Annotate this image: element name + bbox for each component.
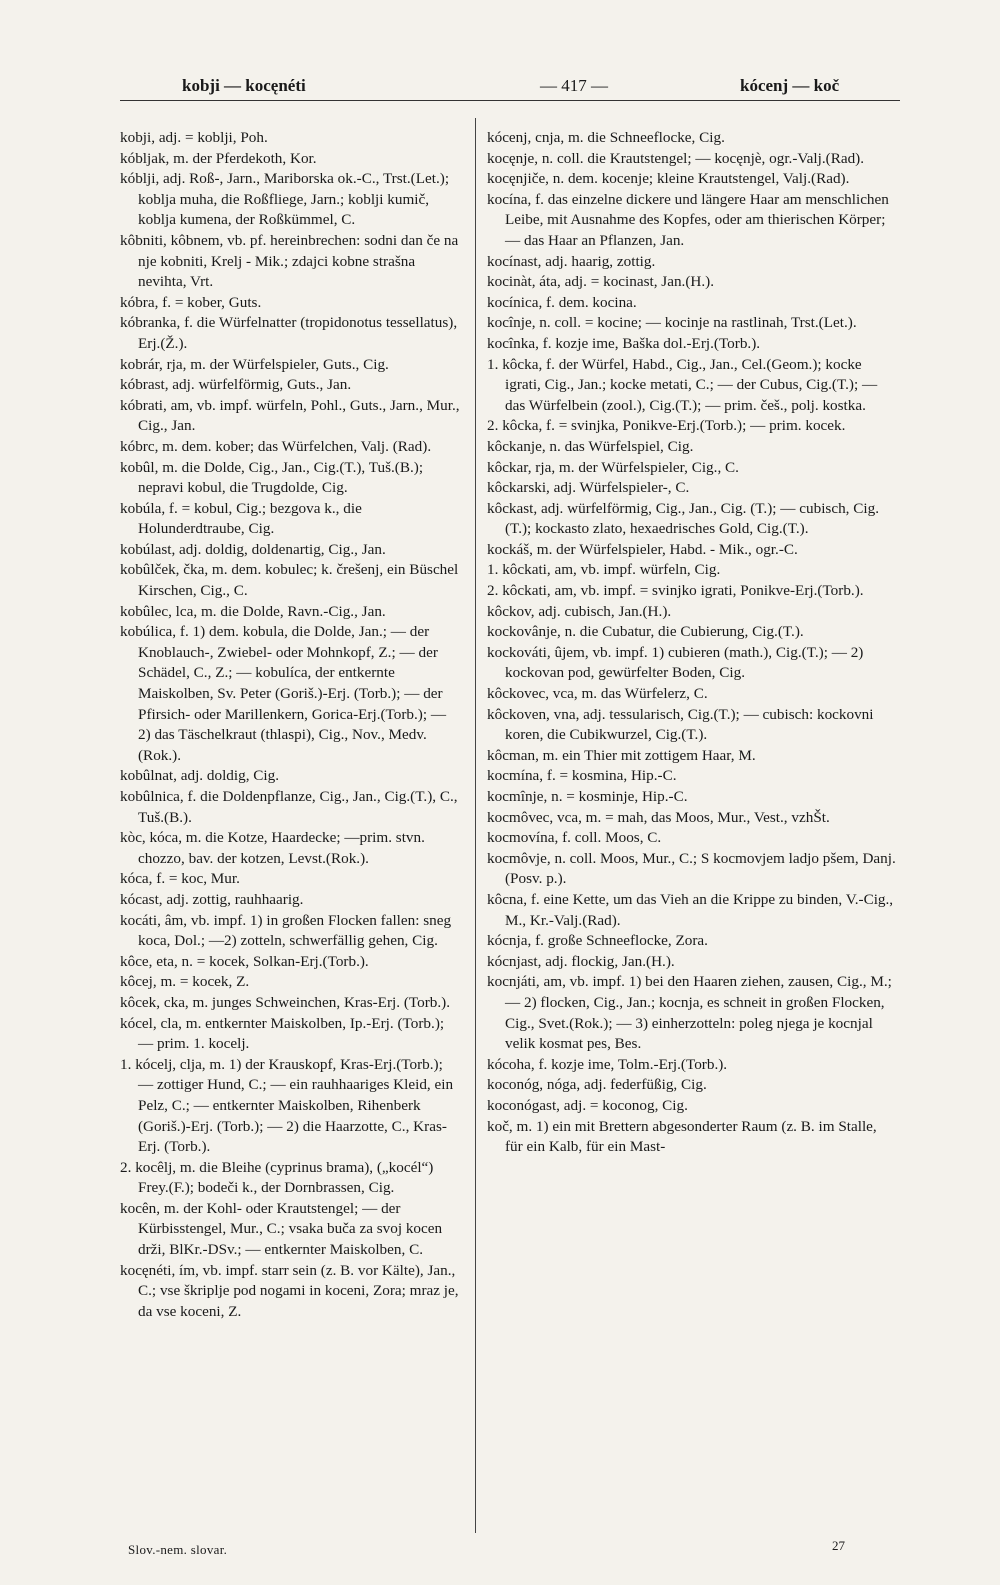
dictionary-entry: kobúlast, adj. doldig, doldenartig, Cig., Jan. [120, 540, 386, 558]
dictionary-entry: kóbrast, adj. würfelförmig, Guts., Jan. [120, 376, 352, 394]
header-rule [120, 100, 900, 101]
dictionary-entry: kocmînje, n. = kosminje, Hip.-C. [487, 788, 688, 805]
dictionary-entry: kócel, cla, m. entkernter Maiskolben, Ip.-Erj. (Torb.); — prim. 1. kocelj. [120, 1014, 445, 1053]
dictionary-entry: kocęnje, n. coll. die Krautstengel; — kocęnjè, ogr.-Valj.(Rad). [487, 149, 865, 167]
dictionary-entry: kôcek, cka, m. junges Schweinchen, Kras-Erj. (Torb.). [120, 993, 451, 1011]
dictionary-entry: kobûlec, lca, m. die Dolde, Ravn.-Cig., Jan. [120, 602, 386, 620]
dictionary-entry: kobrár, rja, m. der Würfelspieler, Guts., Cig. [120, 355, 389, 373]
dictionary-entry: kóblji, adj. Roß-, Jarn., Mariborska ok.-C., Trst.(Let.); koblja muha, die Roßfliege, Jarn.; koblji kumič, koblja kumena, der Roßkümmel, C. [120, 170, 450, 229]
dictionary-entry: kocína, f. das einzelne dickere und längere Haar am menschlichen Leibe, mit Ausnahme des Kopfes, oder am thierischen Körper; — das Haar an Pflanzen, Jan. [487, 190, 889, 249]
dictionary-entry: kocînje, n. coll. = kocine; — kocinje na rastlinah, Trst.(Let.). [487, 314, 857, 332]
dictionary-entry: kôckov, adj. cubisch, Jan.(H.). [487, 602, 672, 620]
dictionary-entry: kôckanje, n. das Würfelspiel, Cig. [487, 437, 694, 455]
dictionary-entry: kôce, eta, n. = kocek, Solkan-Erj.(Torb.). [120, 952, 369, 970]
dictionary-entry: kobûlnica, f. die Doldenpflanze, Cig., Jan., Cig.(T.), C., Tuš.(B.). [120, 788, 458, 826]
dictionary-entry: kôcman, m. ein Thier mit zottigem Haar, M. [487, 746, 756, 764]
dictionary-entry: kôcej, m. = kocek, Z. [120, 973, 250, 991]
dictionary-entry: 2. kocêlj, m. die Bleihe (cyprinus brama), („kocél“) Frey.(F.); bodeči k., der Dornbrassen, Cig. [120, 1158, 434, 1197]
dictionary-entry: 1. kôcka, f. der Würfel, Habd., Cig., Jan., Cel.(Geom.); kocke igrati, Cig., Jan.; kocke metati, C.; — der Cubus, Cig.(T.); — das Würfelbein (zool.), Cig.(T.); — prim. češ., polj. kostka. [487, 355, 878, 414]
dictionary-entry: kockováti, ûjem, vb. impf. 1) cubieren (math.), Cig.(T.); — 2) kockovan pod, gewürfelter Boden, Cig. [487, 643, 864, 682]
column-divider [475, 118, 476, 1533]
dictionary-entry: kôbniti, kôbnem, vb. pf. hereinbrechen: sodni dan če na nje kobniti, Krelj - Mik.; zdajci kobne strašna nevihta, Vrt. [120, 231, 459, 291]
header-left-guideword: kobji — kocęnéti [182, 76, 306, 95]
dictionary-entry: 1. kócelj, clja, m. 1) der Krauskopf, Kras-Erj.(Torb.); — zottiger Hund, C.; — ein rauhhaariges Kleid, ein Pelz, C.; — entkernter Maiskolben, Rihenberk (Goriš.)-Erj. (Torb.); — 2) die Haarzotte, C., Kras-Erj. (Torb.). [120, 1055, 454, 1156]
dictionary-entry: kocmôvec, vca, m. = mah, das Moos, Mur., Vest., vzhŠt. [487, 808, 830, 826]
dictionary-entry: 1. kôckati, am, vb. impf. würfeln, Cig. [487, 561, 721, 579]
dictionary-entry: kobûlnat, adj. doldig, Cig. [120, 767, 280, 785]
dictionary-entry: kocínica, f. dem. kocina. [487, 293, 637, 311]
dictionary-entry: koconógast, adj. = koconog, Cig. [487, 1096, 688, 1114]
dictionary-entry: kocên, m. der Kohl- oder Krautstengel; — der Kürbisstengel, Mur., C.; vsaka buča za svoj kocen drži, BlKr.-DSv.; — entkernter Maiskolben, C. [120, 1199, 443, 1259]
dictionary-entry: kocínast, adj. haarig, zottig. [487, 252, 656, 270]
dictionary-entry: kòc, kóca, m. die Kotze, Haardecke; —prim. stvn. chozzo, bav. der kotzen, Levst.(Rok.). [120, 829, 425, 867]
header-right-guideword: kócenj — koč [740, 76, 840, 95]
dictionary-entry: kôckar, rja, m. der Würfelspieler, Cig., C. [487, 458, 739, 476]
dictionary-entry: kocmína, f. = kosmina, Hip.-C. [487, 767, 677, 785]
dictionary-entry: kóbljak, m. der Pferdekoth, Kor. [120, 149, 317, 167]
footer-sheet-number: 27 [832, 1538, 845, 1553]
dictionary-entry: kockáš, m. der Würfelspieler, Habd. - Mik., ogr.-C. [487, 540, 798, 558]
dictionary-entry: kóbranka, f. die Würfelnatter (tropidonotus tessellatus), Erj.(Ž.). [120, 314, 458, 352]
dictionary-entry: kocinàt, áta, adj. = kocinast, Jan.(H.). [487, 273, 715, 291]
dictionary-entry: 2. kôcka, f. = svinjka, Ponikve-Erj.(Torb.); — prim. kocek. [487, 417, 846, 435]
dictionary-entry: kobúla, f. = kobul, Cig.; bezgova k., die Holunderdtraube, Cig. [120, 499, 362, 538]
dictionary-entry: 2. kôckati, am, vb. impf. = svinjko igrati, Ponikve-Erj.(Torb.). [487, 582, 864, 600]
dictionary-entry: kobji, adj. = koblji, Poh. [120, 129, 268, 146]
page-number: — 417 — [540, 76, 608, 95]
dictionary-entry: kócnjast, adj. flockig, Jan.(H.). [487, 952, 675, 970]
dictionary-entry: kôckovec, vca, m. das Würfelerz, C. [487, 685, 708, 703]
dictionary-entry: koconóg, nóga, adj. federfüßig, Cig. [487, 1076, 707, 1094]
dictionary-entry: kocnjáti, am, vb. impf. 1) bei den Haaren ziehen, zausen, Cig., M.; — 2) flocken, Cig., Jan.; kocnja, es schneit in großen Flocken, Cig., Svet.(Rok.); — 3) einherzotteln: poleg njega je kocnjal velik kosmat pes, Bes. [487, 973, 892, 1053]
dictionary-entry: kócoha, f. kozje ime, Tolm.-Erj.(Torb.). [487, 1055, 728, 1073]
dictionary-entry: kóbrc, m. dem. kober; das Würfelchen, Valj. (Rad). [120, 437, 432, 455]
dictionary-entry: kóbra, f. = kober, Guts. [120, 293, 262, 311]
dictionary-entry: kôcna, f. eine Kette, um das Vieh an die Krippe zu binden, V.-Cig., M., Kr.-Valj.(Rad). [487, 890, 894, 929]
dictionary-entry: kócenj, cnja, m. die Schneeflocke, Cig. [487, 129, 725, 146]
dictionary-entry: kóbrati, am, vb. impf. würfeln, Pohl., Guts., Jarn., Mur., Cig., Jan. [120, 396, 460, 435]
dictionary-entry: kobûlček, čka, m. dem. kobulec; k. črešenj, ein Büschel Kirschen, Cig., C. [120, 561, 459, 600]
dictionary-entry: kócnja, f. große Schneeflocke, Zora. [487, 932, 708, 950]
dictionary-entry: kócast, adj. zottig, rauhhaarig. [120, 890, 304, 908]
dictionary-entry: kôckarski, adj. Würfelspieler-, C. [487, 479, 690, 497]
dictionary-entry: kobûl, m. die Dolde, Cig., Jan., Cig.(T.), Tuš.(B.); nepravi kobul, die Trugdolde, Cig. [120, 458, 424, 497]
dictionary-entry: kocáti, âm, vb. impf. 1) in großen Flocken fallen: sneg koca, Dol.; —2) zotteln, schwerfällig gehen, Cig. [120, 911, 452, 950]
dictionary-entry: kocmôvje, n. coll. Moos, Mur., C.; S kocmovjem ladjo pšem, Danj.(Posv. p.). [487, 849, 896, 888]
left-column [120, 128, 460, 1322]
dictionary-entry: kôckoven, vna, adj. tessularisch, Cig.(T.); — cubisch: kockovni koren, die Cubikwurzel, Cig.(T.). [487, 705, 874, 744]
dictionary-entry: koč, m. 1) ein mit Brettern abgesonderter Raum (z. B. im Stalle, für ein Kalb, für ein Mast- [487, 1117, 877, 1156]
dictionary-entry: kóca, f. = koc, Mur. [120, 870, 240, 888]
dictionary-entry: kocmovína, f. coll. Moos, C. [487, 829, 662, 847]
dictionary-entry: kôckast, adj. würfelförmig, Cig., Jan., Cig. (T.); — cubisch, Cig.(T.); kockasto zlato, hexaedrisches Gold, Cig.(T.). [487, 499, 879, 538]
right-column [487, 128, 897, 1158]
dictionary-entry: kockovânje, n. die Cubatur, die Cubierung, Cig.(T.). [487, 623, 804, 641]
dictionary-entry: kocînka, f. kozje ime, Baška dol.-Erj.(Torb.). [487, 334, 761, 352]
dictionary-entry: kocęnjiče, n. dem. kocenje; kleine Krautstengel, Valj.(Rad). [487, 170, 850, 188]
dictionary-entry: kocęnéti, ím, vb. impf. starr sein (z. B. vor Kälte), Jan., C.; vse škriplje pod nogami in koceni, Zora; mraz je, da vse koceni, Z. [120, 1261, 459, 1320]
footer-signature: Slov.-nem. slovar. [128, 1542, 228, 1557]
dictionary-entry: kobúlica, f. 1) dem. kobula, die Dolde, Jan.; — der Knoblauch-, Zwiebel- oder Mohnkopf, Z.; — der Schädel, C., Z.; — kobulíca, der entkernte Maiskolben, Sv. Peter (Goriš.)-Erj. (Torb.); — der Pfirsich- oder Marillenkern, Gorica-Erj.(Torb.); — 2) das Täschelkraut (thlaspi), Cig., Nov., Medv.(Rok.). [120, 623, 447, 764]
